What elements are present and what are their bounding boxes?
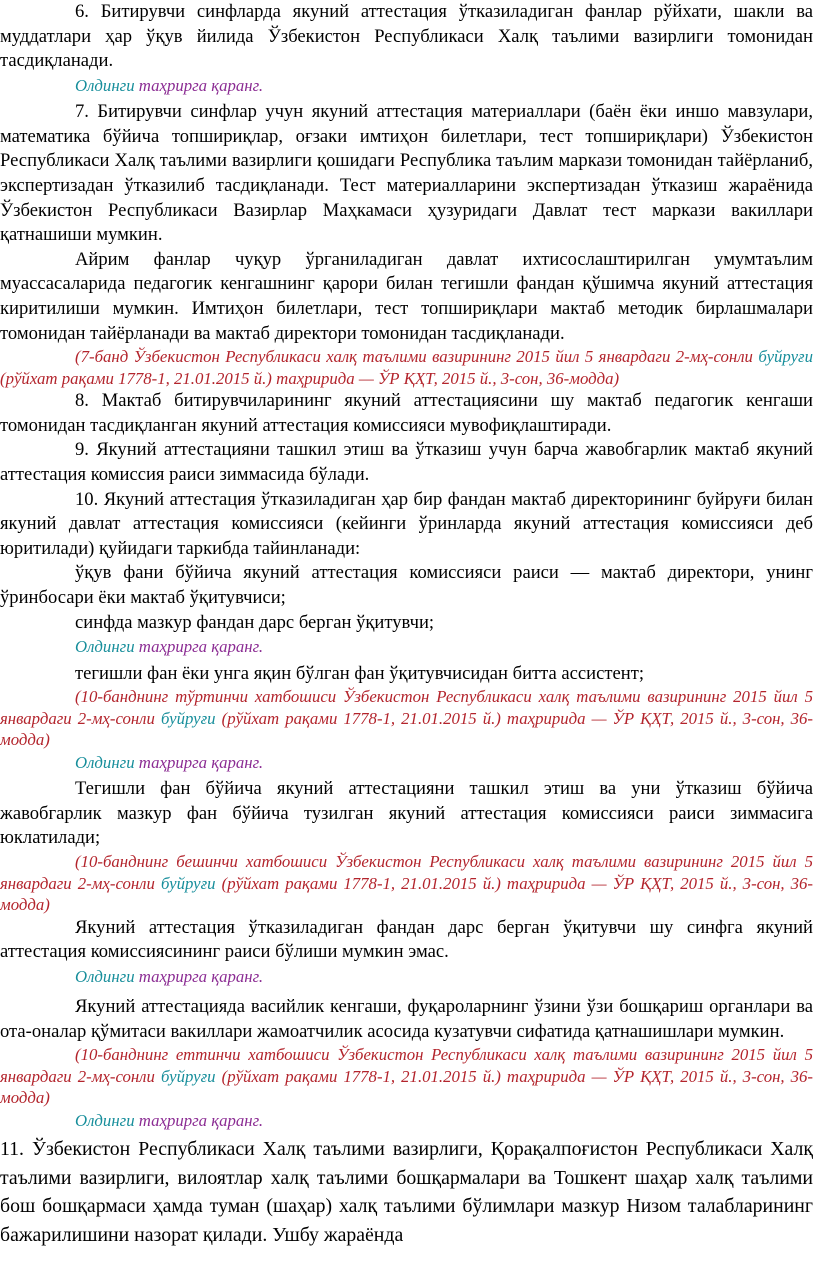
order-link[interactable]: буйруғи (160, 1066, 216, 1086)
previous-edition-link[interactable] (75, 751, 813, 775)
order-link[interactable]: буйруғи (160, 873, 216, 893)
note-text-end: (рўйхат рақами 1778-1, 21.01.2015 й.) таҳририда — ЎР ҚҲТ, 2015 й., 3-сон, 36-модда) (0, 1066, 814, 1108)
paragraph-9: 9. Якуний аттестацияни ташкил этиш ва ўтказиш учун барча жавобгарлик мактаб якуний аттестация комиссия раиси зиммасида бўлади. (0, 439, 813, 485)
paragraph-10-item-assistant: тегишли фан ёки унга яқин бўлган фан ўқитувчисидан битта ассистент; (75, 662, 644, 684)
previous-edition-link[interactable] (75, 635, 813, 659)
amendment-note-10-5 (0, 851, 813, 916)
note-text-end: (рўйхат рақами 1778-1, 21.01.2015 й.) таҳририда — ЎР ҚҲТ, 2015 й., 3-сон, 36-модда) (0, 708, 814, 750)
paragraph-10-restriction: Якуний аттестация ўтказиладиган фандан дарс берган ўқитувчи шу синфга якуний аттестация комиссиясининг раиси бўлиши мумкин эмас. (0, 916, 813, 963)
paragraph-10-observers: Якуний аттестацияда васийлик кенгаши, фуқароларнинг ўзини ўзи бошқариш органлари ва ота-оналар қўмитаси вакиллари жамоатчилик асосида кузатувчи сифатида қатнашишлари мумкин. (0, 996, 813, 1042)
paragraph-10-responsibility: Тегишли фан бўйича якуний аттестацияни ташкил этиш ва уни ўтказиш бўйича жавобгарлик мазкур фан бўйича тузилган якуний аттестация комиссияси раиси зиммасига юклатилади; (0, 778, 813, 849)
previous-edition-link[interactable] (75, 965, 813, 989)
previous-link-text[interactable]: таҳрирга қаранг. (138, 966, 264, 986)
amendment-note-7 (0, 346, 813, 389)
paragraph-8: 8. Мактаб битирувчиларининг якуний аттестациясини шу мактаб педагогик кенгаши томонидан тасдиқланган якуний аттестация комиссияси мувофиқлаштиради. (0, 390, 813, 436)
note-text-end: (рўйхат рақами 1778-1, 21.01.2015 й.) таҳририда — ЎР ҚҲТ, 2015 й., 3-сон, 36-модда) (0, 368, 620, 388)
previous-link-text[interactable]: таҳрирга қаранг. (138, 1110, 264, 1130)
note-text: (10-банднинг еттинчи хатбошиси Ўзбекистон Республикаси халқ таълими вазирининг 2015 йил 5 январдаги 2-мҳ-сонли (0, 1045, 813, 1086)
paragraph-6: 6. Битирувчи синфларда якуний аттестация ўтказиладиган фанлар рўйхати, шакли ва муддатлари ҳар ўқув йилида Ўзбекистон Республикаси Халқ таълими вазирлиги томонидан тасдиқланади. (0, 1, 813, 72)
previous-link-word[interactable]: Олдинги (75, 966, 135, 986)
paragraph-11: 11. Ўзбекистон Республикаси Халқ таълими вазирлиги, Қорақалпоғистон Республикаси Халқ таълими вазирлиги, вилоятлар халқ таълими бошқармалари ва Тошкент шаҳар халқ таълими бош бошқармаси ҳамда туман (шаҳар) халқ таълими бўлимлари мазкур Низом талабларининг бажарилишини назорат қилади. Ушбу жараёнда (0, 1138, 813, 1246)
previous-link-word[interactable]: Олдинги (75, 752, 135, 772)
paragraph-7-continued: Айрим фанлар чуқур ўрганиладиган давлат ихтисослаштирилган умумтаълим муассасаларида педагогик кенгашнинг қарори билан тегишли фандан қўшимча якуний аттестация киритилиши мумкин. Имтиҳон билетлари, тест топшириқлари мактаб методик бирлашмалари томонидан тайёрланади ва мактаб директори томонидан тасдиқланади. (0, 248, 813, 344)
note-text: (7-банд Ўзбекистон Республикаси халқ таълими вазирининг 2015 йил 5 январдаги 2-мҳ-сонли (75, 347, 753, 367)
paragraph-10: 10. Якуний аттестация ўтказиладиган ҳар бир фандан мактаб директорининг буйруғи билан якуний давлат аттестация комиссияси (кейинги ўринларда якуний аттестация комиссияси деб юритилади) қуйидаги таркибда тайинланади: (0, 488, 813, 559)
previous-link-word[interactable]: Олдинги (75, 637, 135, 657)
order-link[interactable]: буйруғи (160, 708, 216, 728)
paragraph-10-item-chair: ўқув фани бўйича якуний аттестация комиссияси раиси — мактаб директори, унинг ўринбосари ёки мактаб ўқитувчиси; (0, 562, 813, 608)
paragraph-7: 7. Битирувчи синфлар учун якуний аттестация материаллари (баён ёки иншо мавзулари, математика бўйича топшириқлар, оғзаки имтиҳон билетлари, тест топшириқлари) Ўзбекистон Республикаси Халқ таълими вазирлиги қошидаги Республика таълим маркази томонидан тайёрланиб, экспертизадан ўтказилиб тасдиқланади. Тест материалларини экспертизадан ўтказиш жараёнида Ўзбекистон Республикаси Вазирлар Маҳкамаси ҳузуридаги Давлат тест маркази вакиллари қатнашиши мумкин. (0, 101, 813, 246)
note-text: (10-банднинг бешинчи хатбошиси Ўзбекистон Республикаси халқ таълими вазирининг 2015 йил 5 январдаги 2-мҳ-сонли (0, 852, 813, 893)
previous-link-word[interactable]: Олдинги (75, 1110, 135, 1130)
previous-edition-link[interactable] (75, 1109, 813, 1133)
amendment-note-10-7 (0, 1044, 813, 1109)
amendment-note-10-4 (0, 686, 813, 751)
previous-link-word[interactable]: Олдинги (75, 75, 135, 95)
previous-link-text[interactable]: таҳрирга қаранг. (138, 75, 264, 95)
paragraph-10-item-teacher: синфда мазкур фандан дарс берган ўқитувчи; (75, 611, 435, 633)
previous-link-text[interactable]: таҳрирга қаранг. (138, 637, 264, 657)
note-text-end: (рўйхат рақами 1778-1, 21.01.2015 й.) таҳририда — ЎР ҚҲТ, 2015 й., 3-сон, 36-модда) (0, 873, 814, 915)
note-text: (10-банднинг тўртинчи хатбошиси Ўзбекистон Республикаси халқ таълими вазирининг 2015 йил 5 январдаги 2-мҳ-сонли (0, 687, 813, 728)
previous-edition-link[interactable] (75, 74, 813, 98)
previous-link-text[interactable]: таҳрирга қаранг. (138, 752, 264, 772)
order-link[interactable]: буйруғи (758, 347, 813, 367)
